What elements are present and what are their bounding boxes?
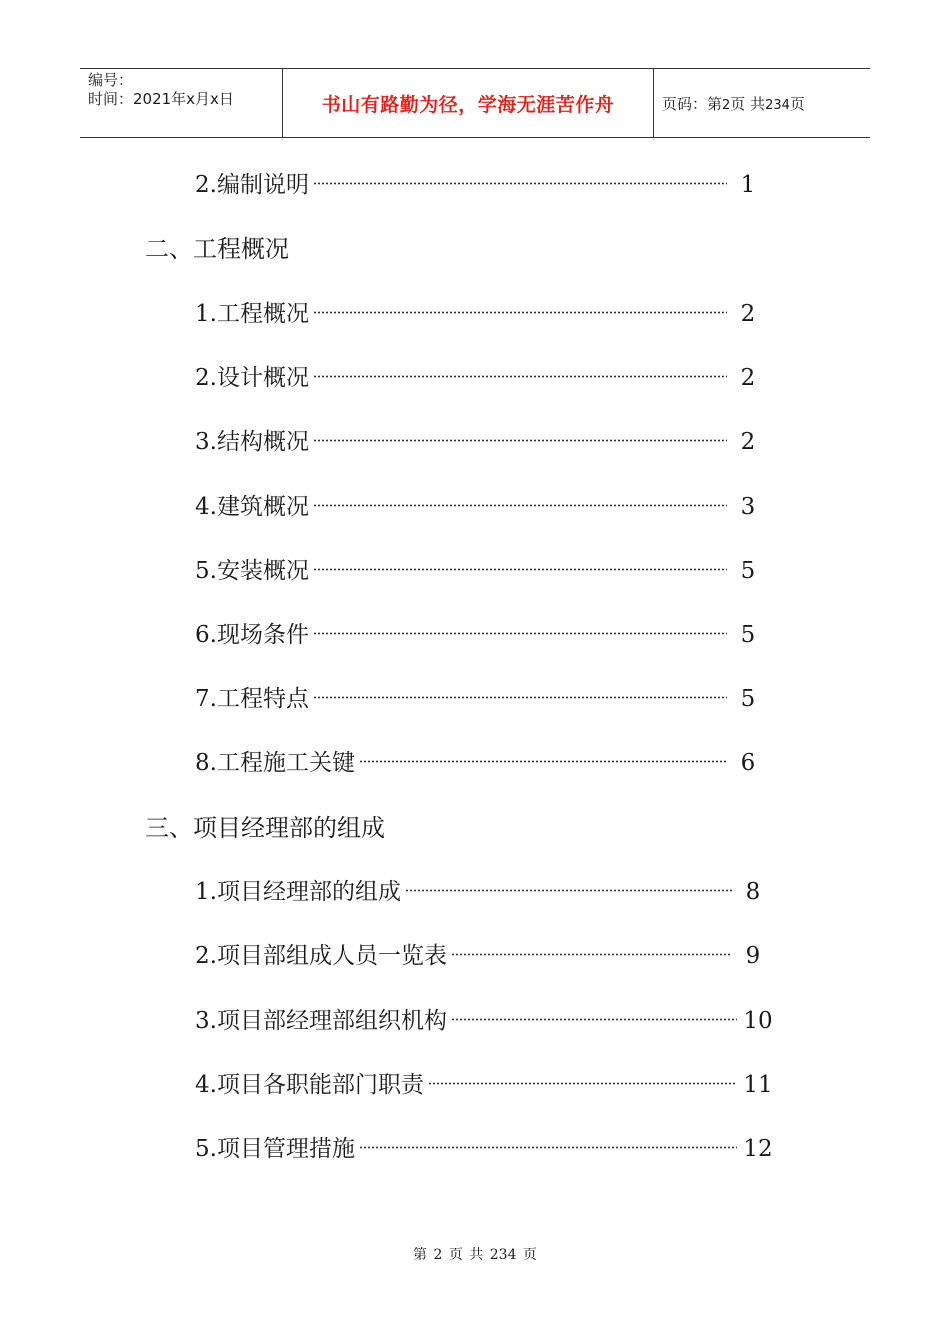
dot-leader (359, 760, 727, 763)
header-page-info (654, 69, 870, 137)
toc-entry-page: 9 (745, 943, 761, 969)
toc-entry-label: 6.现场条件 (195, 622, 309, 648)
page-suffix: 页 (789, 94, 805, 113)
toc-entry-page: 5 (740, 686, 756, 712)
toc-entry[interactable] (195, 936, 770, 976)
toc-entry[interactable] (195, 487, 765, 527)
toc-entry-page: 6 (740, 750, 756, 776)
toc-entry-page: 11 (743, 1072, 773, 1098)
dot-leader (451, 1018, 737, 1021)
toc-entry-page: 12 (743, 1136, 773, 1162)
page-footer: 第 2 页 共 234 页 (413, 1247, 537, 1263)
page-header (80, 68, 870, 138)
toc-entry[interactable] (195, 358, 765, 398)
toc-entry[interactable] (195, 1129, 775, 1169)
toc-entry-page: 2 (740, 429, 756, 455)
toc-entry-label: 2.项目部组成人员一览表 (195, 943, 447, 969)
toc-entry-label: 3.结构概况 (195, 429, 309, 455)
toc-entry[interactable] (195, 1001, 775, 1041)
dot-leader (313, 439, 727, 442)
toc-entry-page: 2 (740, 301, 756, 327)
dot-leader (428, 1082, 737, 1085)
dot-leader (313, 375, 727, 378)
toc-entry-label: 2.设计概况 (195, 365, 309, 391)
dot-leader (313, 632, 727, 635)
page-prefix: 页码：第 (662, 94, 723, 113)
toc-entry-label: 1.项目经理部的组成 (195, 879, 401, 905)
toc-entry-page: 1 (740, 172, 756, 198)
toc-entry[interactable] (195, 165, 765, 205)
toc-entry[interactable] (195, 294, 765, 334)
toc-entry[interactable] (195, 872, 770, 912)
toc-entry-label: 8.工程施工关键 (195, 750, 355, 776)
toc-entry[interactable] (195, 615, 765, 655)
dot-leader (359, 1146, 737, 1149)
page-total: 234 (765, 97, 790, 113)
toc-entry[interactable] (195, 422, 765, 462)
toc-section-heading[interactable]: 二、工程概况 (145, 235, 289, 263)
toc-entry-label: 2.编制说明 (195, 172, 309, 198)
toc-entry-page: 8 (745, 879, 761, 905)
motto-text: 书山有路勤为径，学海无涯苦作舟 (321, 93, 615, 116)
toc-entry[interactable] (195, 679, 765, 719)
dot-leader (451, 953, 732, 956)
toc-entry-label: 4.项目各职能部门职责 (195, 1072, 424, 1098)
page-indicator (662, 93, 870, 114)
toc-entry-page: 10 (743, 1008, 773, 1034)
dot-leader (313, 504, 727, 507)
toc-entry-page: 5 (740, 558, 756, 584)
document-time: 时间：2021年x月x日 (88, 90, 234, 108)
toc-entry-page: 2 (740, 365, 756, 391)
document-number-label: 编号： (88, 71, 134, 89)
toc-entry-label: 3.项目部经理部组织机构 (195, 1008, 447, 1034)
dot-leader (313, 696, 727, 699)
toc-entry[interactable] (195, 1065, 775, 1105)
page-current: 2 (722, 97, 731, 113)
dot-leader (405, 889, 732, 892)
toc-entry-label: 5.安装概况 (195, 558, 309, 584)
dot-leader (313, 311, 727, 314)
toc-entry-label: 1.工程概况 (195, 301, 309, 327)
toc-entry-label: 4.建筑概况 (195, 494, 309, 520)
header-meta (80, 69, 282, 137)
toc-entry-label: 7.工程特点 (195, 686, 309, 712)
toc-entry-label: 5.项目管理措施 (195, 1136, 355, 1162)
toc-entry[interactable] (195, 743, 765, 783)
toc-entry-page: 3 (740, 494, 756, 520)
toc-section-heading[interactable]: 三、项目经理部的组成 (145, 814, 385, 842)
toc-entry-page: 5 (740, 622, 756, 648)
toc-entry[interactable] (195, 551, 765, 591)
header-motto (282, 69, 654, 137)
dot-leader (313, 182, 727, 185)
page-mid: 页 共 (730, 94, 766, 113)
dot-leader (313, 568, 727, 571)
